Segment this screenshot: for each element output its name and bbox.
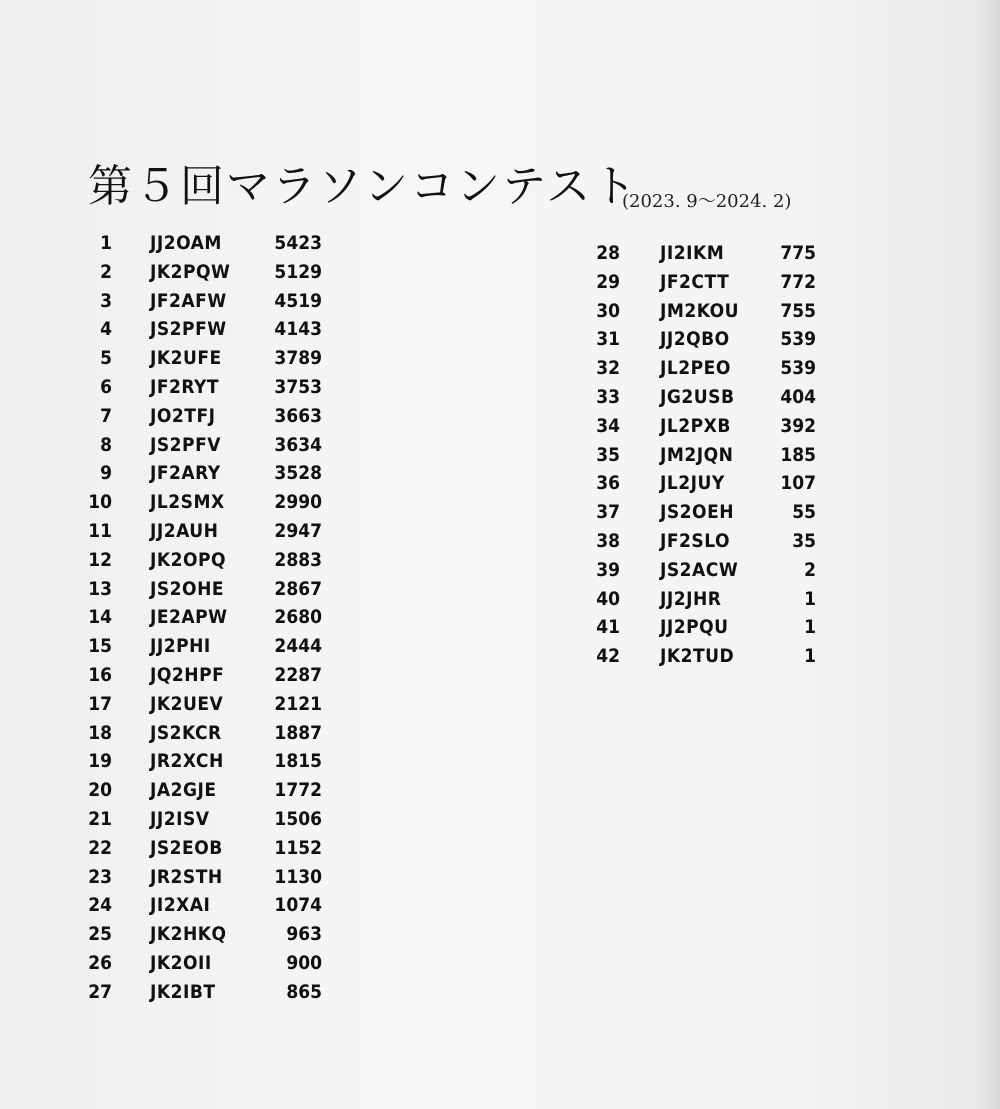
score-value: 3528 xyxy=(274,462,322,485)
callsign: JS2EOB xyxy=(150,836,223,859)
rank-number: 26 xyxy=(88,951,112,974)
callsign: JJ2OAM xyxy=(150,232,222,254)
score-value: 1815 xyxy=(274,750,322,773)
score-value: 35 xyxy=(792,529,816,552)
callsign: JJ2QBO xyxy=(660,328,730,351)
callsign: JJ2JHR xyxy=(660,587,722,610)
rank-number: 25 xyxy=(88,923,112,946)
rank-number: 3 xyxy=(100,289,112,312)
score-value: 865 xyxy=(286,980,322,1003)
rank-number: 39 xyxy=(596,558,620,581)
rank-number: 36 xyxy=(596,472,620,495)
callsign: JK2IBT xyxy=(150,980,216,1003)
callsign: JJ2PHI xyxy=(150,635,211,658)
score-value: 5423 xyxy=(274,232,322,254)
rank-number: 15 xyxy=(88,635,112,658)
callsign: JK2UEV xyxy=(150,692,224,715)
callsign: JK2UFE xyxy=(150,347,222,370)
callsign: JL2JUY xyxy=(660,472,725,495)
rank-number: 2 xyxy=(100,260,112,283)
callsign: JL2PXB xyxy=(660,414,731,437)
callsign: JF2AFW xyxy=(150,289,227,312)
rank-number: 41 xyxy=(596,616,620,639)
callsign: JS2PFW xyxy=(150,318,227,341)
rank-number: 10 xyxy=(88,491,112,514)
rank-number: 37 xyxy=(596,501,620,524)
rank-number: 33 xyxy=(596,385,620,408)
score-value: 1772 xyxy=(274,779,322,802)
rank-number: 1 xyxy=(100,232,112,254)
callsign: JF2ARY xyxy=(150,462,221,485)
rank-number: 29 xyxy=(596,270,620,293)
score-value: 55 xyxy=(792,501,816,524)
rank-number: 40 xyxy=(596,587,620,610)
score-value: 3789 xyxy=(274,347,322,370)
score-value: 2883 xyxy=(274,548,322,571)
rank-number: 21 xyxy=(88,807,112,830)
score-value: 772 xyxy=(780,270,816,293)
rank-number: 31 xyxy=(596,328,620,351)
rank-number: 34 xyxy=(596,414,620,437)
score-value: 3634 xyxy=(274,433,322,456)
score-value: 1 xyxy=(804,587,816,610)
callsign: JK2OPQ xyxy=(150,548,227,571)
rank-number: 22 xyxy=(88,836,112,859)
rank-number: 18 xyxy=(88,721,112,744)
callsign: JS2OEH xyxy=(660,501,735,524)
callsign: JM2JQN xyxy=(660,443,734,466)
callsign: JR2STH xyxy=(150,865,223,888)
score-value: 775 xyxy=(780,242,816,264)
score-value: 539 xyxy=(780,357,816,380)
rank-number: 7 xyxy=(100,404,112,427)
score-value: 2947 xyxy=(274,519,322,542)
score-value: 392 xyxy=(780,414,816,437)
score-value: 2680 xyxy=(274,606,322,629)
score-value: 2287 xyxy=(274,663,322,686)
rank-number: 13 xyxy=(88,577,112,600)
score-value: 3753 xyxy=(274,375,322,398)
rank-number: 23 xyxy=(88,865,112,888)
rank-number: 19 xyxy=(88,750,112,773)
callsign: JF2CTT xyxy=(660,270,730,293)
rank-number: 6 xyxy=(100,375,112,398)
score-value: 1506 xyxy=(274,807,322,830)
rank-number: 16 xyxy=(88,663,112,686)
callsign: JS2OHE xyxy=(150,577,225,600)
callsign: JM2KOU xyxy=(660,299,740,322)
score-value: 1152 xyxy=(274,836,322,859)
score-value: 3663 xyxy=(274,404,322,427)
contest-period: (2023. 9～2024. 2) xyxy=(622,191,792,212)
document-title: 第５回マラソンコンテスト xyxy=(88,161,639,212)
callsign: JI2XAI xyxy=(150,894,211,917)
score-value: 1074 xyxy=(274,894,322,917)
callsign: JF2SLO xyxy=(660,529,730,552)
callsign: JE2APW xyxy=(150,606,228,629)
rank-number: 30 xyxy=(596,299,620,322)
rank-number: 27 xyxy=(88,980,112,1003)
score-value: 2 xyxy=(804,558,816,581)
score-value: 4143 xyxy=(274,318,322,341)
callsign: JL2PEO xyxy=(660,357,731,380)
score-value: 1 xyxy=(804,645,816,668)
score-value: 963 xyxy=(286,923,322,946)
callsign: JK2OII xyxy=(150,951,212,974)
rank-number: 5 xyxy=(100,347,112,370)
callsign: JS2PFV xyxy=(150,433,221,456)
score-value: 5129 xyxy=(274,260,322,283)
callsign: JF2RYT xyxy=(150,375,220,398)
callsign: JK2PQW xyxy=(150,260,231,283)
callsign: JR2XCH xyxy=(150,750,224,773)
page-edge-shadow xyxy=(976,0,1000,1109)
rank-number: 14 xyxy=(88,606,112,629)
score-value: 2121 xyxy=(274,692,322,715)
rank-number: 38 xyxy=(596,529,620,552)
score-value: 4519 xyxy=(274,289,322,312)
rank-number: 20 xyxy=(88,779,112,802)
callsign: JA2GJE xyxy=(150,779,217,802)
score-value: 185 xyxy=(780,443,816,466)
rank-number: 8 xyxy=(100,433,112,456)
score-value: 2444 xyxy=(274,635,322,658)
score-value: 2867 xyxy=(274,577,322,600)
callsign: JK2HKQ xyxy=(150,923,227,946)
callsign: JJ2PQU xyxy=(660,616,729,639)
rank-number: 35 xyxy=(596,443,620,466)
score-value: 1887 xyxy=(274,721,322,744)
rank-number: 12 xyxy=(88,548,112,571)
score-value: 1 xyxy=(804,616,816,639)
score-value: 900 xyxy=(286,951,322,974)
score-value: 2990 xyxy=(274,491,322,514)
score-value: 107 xyxy=(780,472,816,495)
score-value: 404 xyxy=(780,385,816,408)
callsign: JG2USB xyxy=(660,385,735,408)
callsign: JL2SMX xyxy=(150,491,225,514)
rank-number: 42 xyxy=(596,645,620,668)
rank-number: 4 xyxy=(100,318,112,341)
rank-number: 11 xyxy=(88,519,112,542)
callsign: JS2ACW xyxy=(660,558,739,581)
callsign: JQ2HPF xyxy=(150,663,225,686)
callsign: JJ2ISV xyxy=(150,807,210,830)
rank-number: 9 xyxy=(100,462,112,485)
score-value: 755 xyxy=(780,299,816,322)
callsign: JO2TFJ xyxy=(150,404,216,427)
rank-number: 32 xyxy=(596,357,620,380)
score-value: 1130 xyxy=(274,865,322,888)
callsign: JK2TUD xyxy=(660,645,735,668)
rank-number: 24 xyxy=(88,894,112,917)
callsign: JI2IKM xyxy=(660,242,725,264)
callsign: JS2KCR xyxy=(150,721,222,744)
score-value: 539 xyxy=(780,328,816,351)
callsign: JJ2AUH xyxy=(150,519,219,542)
rank-number: 28 xyxy=(596,242,620,264)
rank-number: 17 xyxy=(88,692,112,715)
